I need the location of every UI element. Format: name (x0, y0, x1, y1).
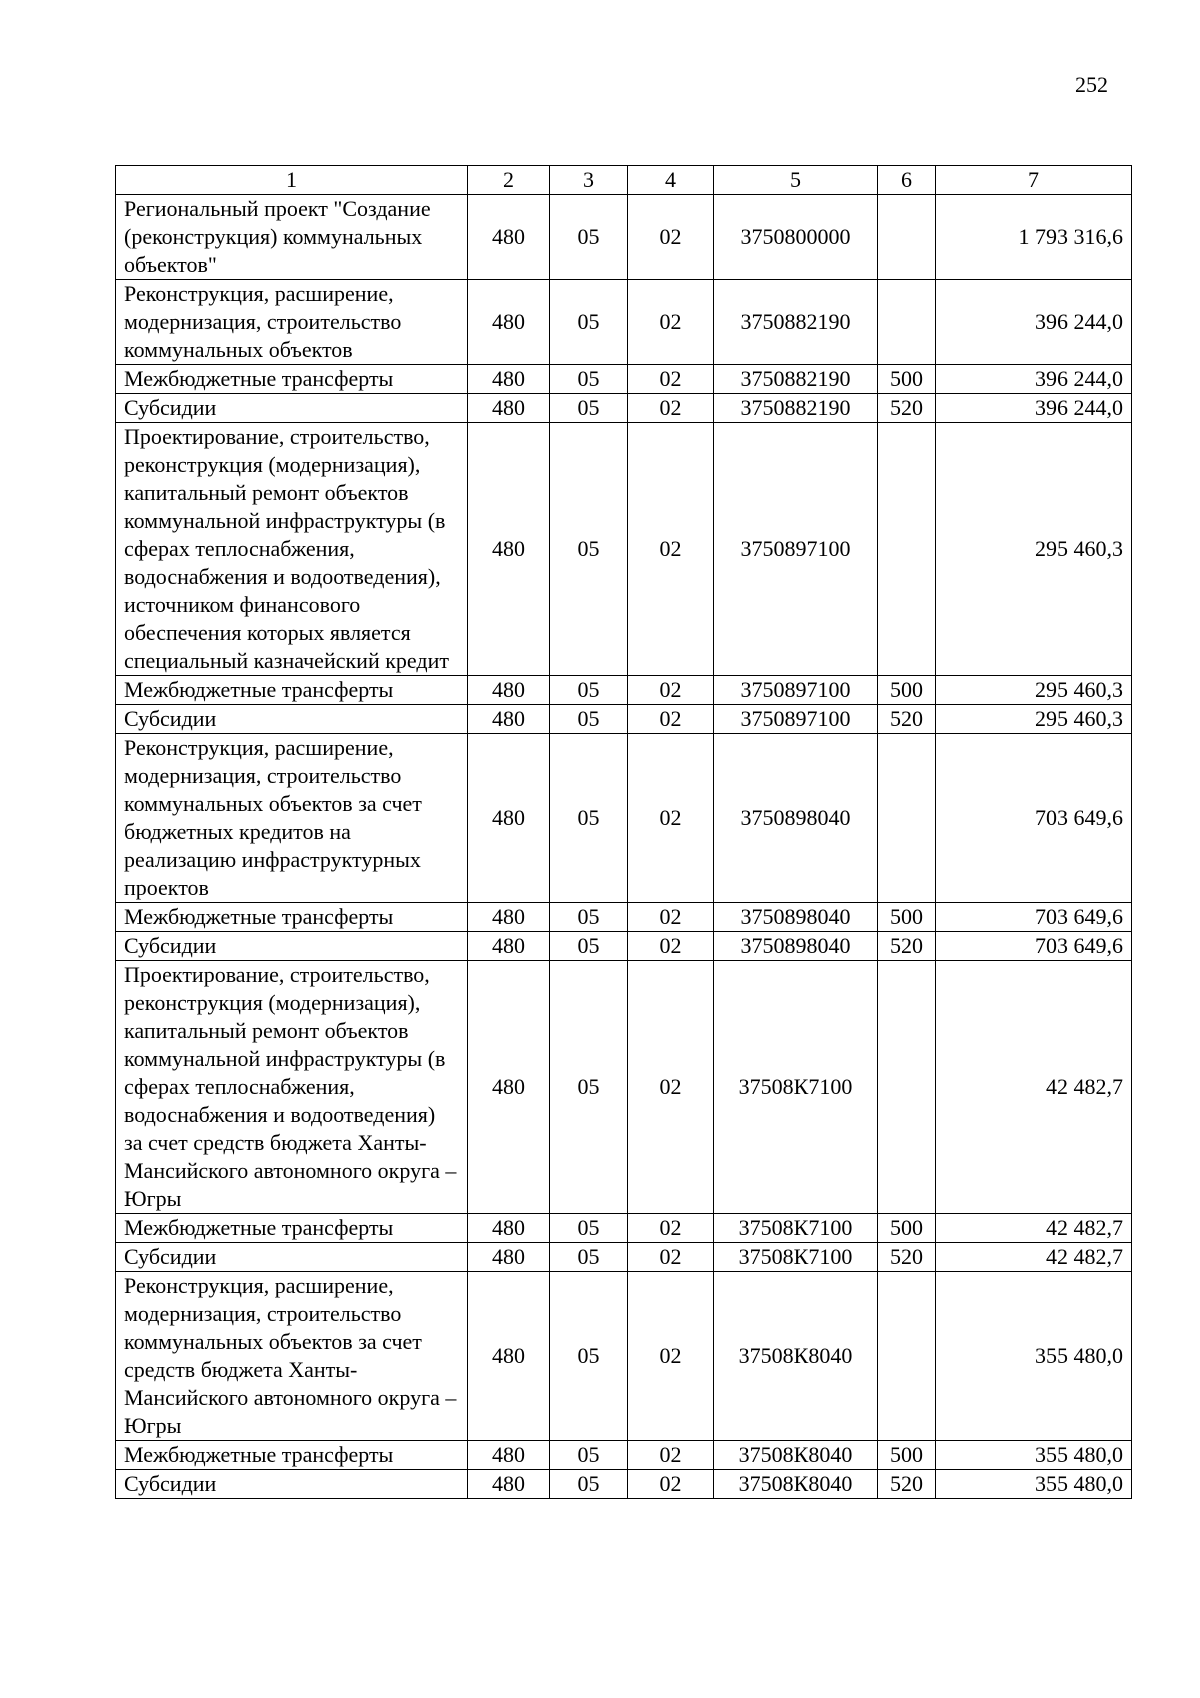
admin-code-cell: 480 (468, 676, 550, 705)
subsection-code-cell: 02 (628, 394, 714, 423)
row-name-cell: Межбюджетные трансферты (116, 1214, 468, 1243)
target-article-cell: 37508К7100 (714, 1243, 878, 1272)
target-article-cell: 3750897100 (714, 423, 878, 676)
section-code-cell: 05 (550, 705, 628, 734)
row-name-cell: Субсидии (116, 705, 468, 734)
expense-type-cell: 520 (878, 1243, 936, 1272)
subsection-code-cell: 02 (628, 423, 714, 676)
section-code-cell: 05 (550, 676, 628, 705)
subsection-code-cell: 02 (628, 1272, 714, 1441)
admin-code-cell: 480 (468, 1470, 550, 1499)
amount-cell: 396 244,0 (936, 280, 1132, 365)
expense-type-cell: 520 (878, 394, 936, 423)
row-name-cell: Межбюджетные трансферты (116, 365, 468, 394)
row-name-cell: Субсидии (116, 394, 468, 423)
subsection-code-cell: 02 (628, 961, 714, 1214)
admin-code-cell: 480 (468, 903, 550, 932)
admin-code-cell: 480 (468, 1243, 550, 1272)
amount-cell: 355 480,0 (936, 1470, 1132, 1499)
admin-code-cell: 480 (468, 423, 550, 676)
table-row (116, 195, 1132, 280)
admin-code-cell: 480 (468, 394, 550, 423)
amount-cell: 355 480,0 (936, 1441, 1132, 1470)
table-row (116, 961, 1132, 1214)
expense-type-cell: 520 (878, 932, 936, 961)
section-code-cell: 05 (550, 903, 628, 932)
amount-cell: 703 649,6 (936, 903, 1132, 932)
expense-type-cell (878, 734, 936, 903)
row-name-cell: Проектирование, строительство, реконструкция (модернизация), капитальный ремонт объектов коммунальной инфраструктуры (в сферах теплоснабжения, водоснабжения и водоотведения) за счет средств бюджета Ханты-Мансийского автономного округа – Югры (116, 961, 468, 1214)
expense-type-cell (878, 961, 936, 1214)
amount-cell: 295 460,3 (936, 676, 1132, 705)
row-name-cell: Субсидии (116, 1470, 468, 1499)
column-header: 5 (714, 166, 878, 195)
expense-type-cell (878, 423, 936, 676)
admin-code-cell: 480 (468, 932, 550, 961)
column-header: 2 (468, 166, 550, 195)
row-name-cell: Реконструкция, расширение, модернизация, строительство коммунальных объектов за счет средств бюджета Ханты-Мансийского автономного округа – Югры (116, 1272, 468, 1441)
amount-cell: 42 482,7 (936, 1214, 1132, 1243)
table-row (116, 676, 1132, 705)
table-row (116, 423, 1132, 676)
admin-code-cell: 480 (468, 280, 550, 365)
section-code-cell: 05 (550, 280, 628, 365)
target-article-cell: 3750897100 (714, 676, 878, 705)
table-row (116, 705, 1132, 734)
subsection-code-cell: 02 (628, 280, 714, 365)
column-header: 4 (628, 166, 714, 195)
row-name-cell: Межбюджетные трансферты (116, 676, 468, 705)
target-article-cell: 37508К7100 (714, 1214, 878, 1243)
table-row (116, 280, 1132, 365)
target-article-cell: 3750898040 (714, 903, 878, 932)
section-code-cell: 05 (550, 365, 628, 394)
admin-code-cell: 480 (468, 1272, 550, 1441)
subsection-code-cell: 02 (628, 932, 714, 961)
table-row (116, 1441, 1132, 1470)
budget-table (115, 165, 1132, 1499)
amount-cell: 703 649,6 (936, 932, 1132, 961)
subsection-code-cell: 02 (628, 903, 714, 932)
table-row (116, 1470, 1132, 1499)
amount-cell: 42 482,7 (936, 1243, 1132, 1272)
row-name-cell: Субсидии (116, 932, 468, 961)
expense-type-cell (878, 1272, 936, 1441)
admin-code-cell: 480 (468, 1441, 550, 1470)
section-code-cell: 05 (550, 1272, 628, 1441)
subsection-code-cell: 02 (628, 1441, 714, 1470)
expense-type-cell: 500 (878, 676, 936, 705)
section-code-cell: 05 (550, 1214, 628, 1243)
target-article-cell: 3750800000 (714, 195, 878, 280)
header-row (116, 166, 1132, 195)
expense-type-cell (878, 195, 936, 280)
subsection-code-cell: 02 (628, 734, 714, 903)
target-article-cell: 37508К8040 (714, 1272, 878, 1441)
subsection-code-cell: 02 (628, 195, 714, 280)
admin-code-cell: 480 (468, 705, 550, 734)
row-name-cell: Реконструкция, расширение, модернизация, строительство коммунальных объектов за счет бюджетных кредитов на реализацию инфраструктурных проектов (116, 734, 468, 903)
subsection-code-cell: 02 (628, 1243, 714, 1272)
expense-type-cell (878, 280, 936, 365)
table-row (116, 365, 1132, 394)
target-article-cell: 3750898040 (714, 932, 878, 961)
target-article-cell: 3750897100 (714, 705, 878, 734)
column-header: 7 (936, 166, 1132, 195)
subsection-code-cell: 02 (628, 1214, 714, 1243)
section-code-cell: 05 (550, 394, 628, 423)
target-article-cell: 37508К8040 (714, 1441, 878, 1470)
section-code-cell: 05 (550, 195, 628, 280)
section-code-cell: 05 (550, 734, 628, 903)
admin-code-cell: 480 (468, 195, 550, 280)
page-number: 252 (1075, 72, 1108, 97)
row-name-cell: Реконструкция, расширение, модернизация, строительство коммунальных объектов (116, 280, 468, 365)
table-row (116, 1214, 1132, 1243)
amount-cell: 396 244,0 (936, 365, 1132, 394)
column-header: 3 (550, 166, 628, 195)
admin-code-cell: 480 (468, 365, 550, 394)
target-article-cell: 3750882190 (714, 394, 878, 423)
expense-type-cell: 500 (878, 903, 936, 932)
admin-code-cell: 480 (468, 734, 550, 903)
row-name-cell: Межбюджетные трансферты (116, 1441, 468, 1470)
expense-type-cell: 500 (878, 1441, 936, 1470)
expense-type-cell: 500 (878, 365, 936, 394)
subsection-code-cell: 02 (628, 1470, 714, 1499)
amount-cell: 703 649,6 (936, 734, 1132, 903)
expense-type-cell: 520 (878, 705, 936, 734)
target-article-cell: 37508К7100 (714, 961, 878, 1214)
row-name-cell: Субсидии (116, 1243, 468, 1272)
amount-cell: 1 793 316,6 (936, 195, 1132, 280)
section-code-cell: 05 (550, 1441, 628, 1470)
amount-cell: 295 460,3 (936, 423, 1132, 676)
column-header: 6 (878, 166, 936, 195)
amount-cell: 295 460,3 (936, 705, 1132, 734)
admin-code-cell: 480 (468, 961, 550, 1214)
expense-type-cell: 520 (878, 1470, 936, 1499)
section-code-cell: 05 (550, 1243, 628, 1272)
subsection-code-cell: 02 (628, 705, 714, 734)
target-article-cell: 3750882190 (714, 365, 878, 394)
amount-cell: 42 482,7 (936, 961, 1132, 1214)
table-row (116, 1272, 1132, 1441)
table-row (116, 394, 1132, 423)
amount-cell: 396 244,0 (936, 394, 1132, 423)
subsection-code-cell: 02 (628, 365, 714, 394)
subsection-code-cell: 02 (628, 676, 714, 705)
section-code-cell: 05 (550, 932, 628, 961)
table-row (116, 734, 1132, 903)
table-row (116, 932, 1132, 961)
table-body (116, 195, 1132, 1499)
row-name-cell: Межбюджетные трансферты (116, 903, 468, 932)
amount-cell: 355 480,0 (936, 1272, 1132, 1441)
row-name-cell: Проектирование, строительство, реконструкция (модернизация), капитальный ремонт объектов коммунальной инфраструктуры (в сферах теплоснабжения, водоснабжения и водоотведения), источником финансового обеспечения которых является специальный казначейский кредит (116, 423, 468, 676)
column-header: 1 (116, 166, 468, 195)
target-article-cell: 3750882190 (714, 280, 878, 365)
section-code-cell: 05 (550, 423, 628, 676)
section-code-cell: 05 (550, 961, 628, 1214)
target-article-cell: 37508К8040 (714, 1470, 878, 1499)
expense-type-cell: 500 (878, 1214, 936, 1243)
row-name-cell: Региональный проект "Создание (реконструкция) коммунальных объектов" (116, 195, 468, 280)
admin-code-cell: 480 (468, 1214, 550, 1243)
target-article-cell: 3750898040 (714, 734, 878, 903)
table-row (116, 1243, 1132, 1272)
section-code-cell: 05 (550, 1470, 628, 1499)
table-row (116, 903, 1132, 932)
